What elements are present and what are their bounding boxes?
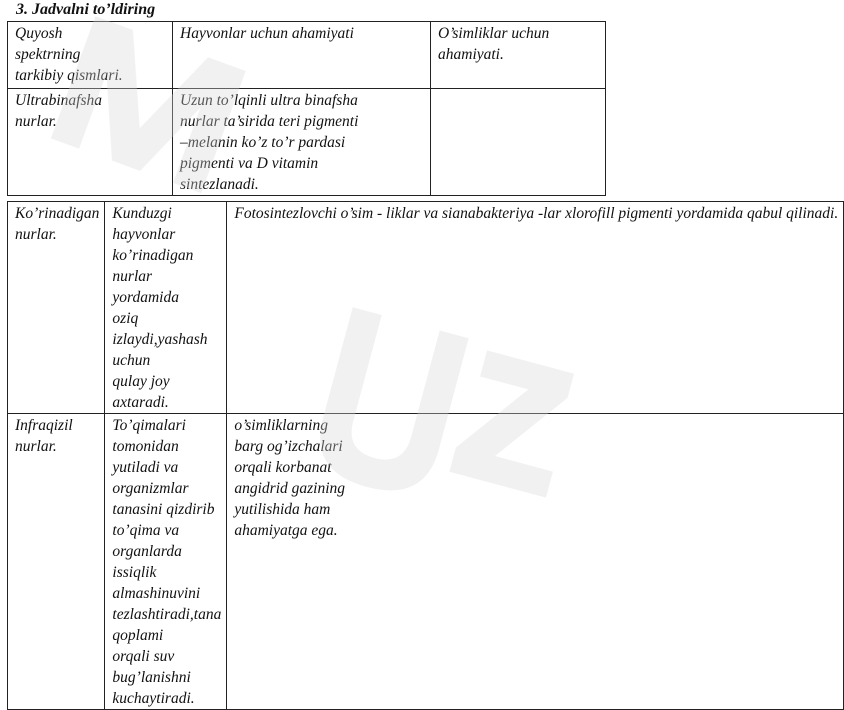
header-cell-plants: O’simliklar uchun ahamiyati. (431, 22, 606, 89)
table-part-2 (7, 201, 844, 710)
table-row-infrared (8, 414, 844, 710)
header-cell-animals: Hayvonlar uchun ahamiyati (173, 22, 431, 89)
header-cell-spectrum-part: Quyosh spektrning tarkibiy qismlari. (8, 22, 173, 89)
cell-animals: Kunduzgi hayvonlar ko’rinadigan nurlar yordamida oziq izlaydi,yashash uchun qulay joy axtaradi. (105, 202, 227, 414)
table-row-ultraviolet (8, 89, 606, 196)
cell-plants: Fotosintezlovchi o’sim - liklar va sianabakteriya -lar xlorofill pigmenti yordamida qabul qilinadi. (227, 202, 844, 414)
table-header-row (8, 22, 606, 89)
page-heading: 3. Jadvalni to’ldiring (16, 1, 156, 18)
cell-plants (431, 89, 606, 196)
cell-animals: Uzun to’lqinli ultra binafsha nurlar ta’sirida teri pigmenti –melanin ko’z to’r pardasi pigmenti va D vitamin sintezlanadi. (173, 89, 431, 196)
cell-plants: o’simliklarning barg og’izchalari orqali korbanat angidrid gazining yutilishida ham ahamiyatga ega. (227, 414, 844, 710)
cell-spectrum-part: Ultrabinafsha nurlar. (8, 89, 173, 196)
cell-spectrum-part: Infraqizil nurlar. (8, 414, 105, 710)
table-part-1 (7, 21, 606, 196)
cell-animals: To’qimalari tomonidan yutiladi va organizmlar tanasini qizdirib to’qima va organlarda issiqlik almashinuvini tezlashtiradi,tana qoplami orqali suv bug’lanishni kuchaytiradi. (105, 414, 227, 710)
table-row-visible (8, 202, 844, 414)
cell-spectrum-part: Ko’rinadigan nurlar. (8, 202, 105, 414)
